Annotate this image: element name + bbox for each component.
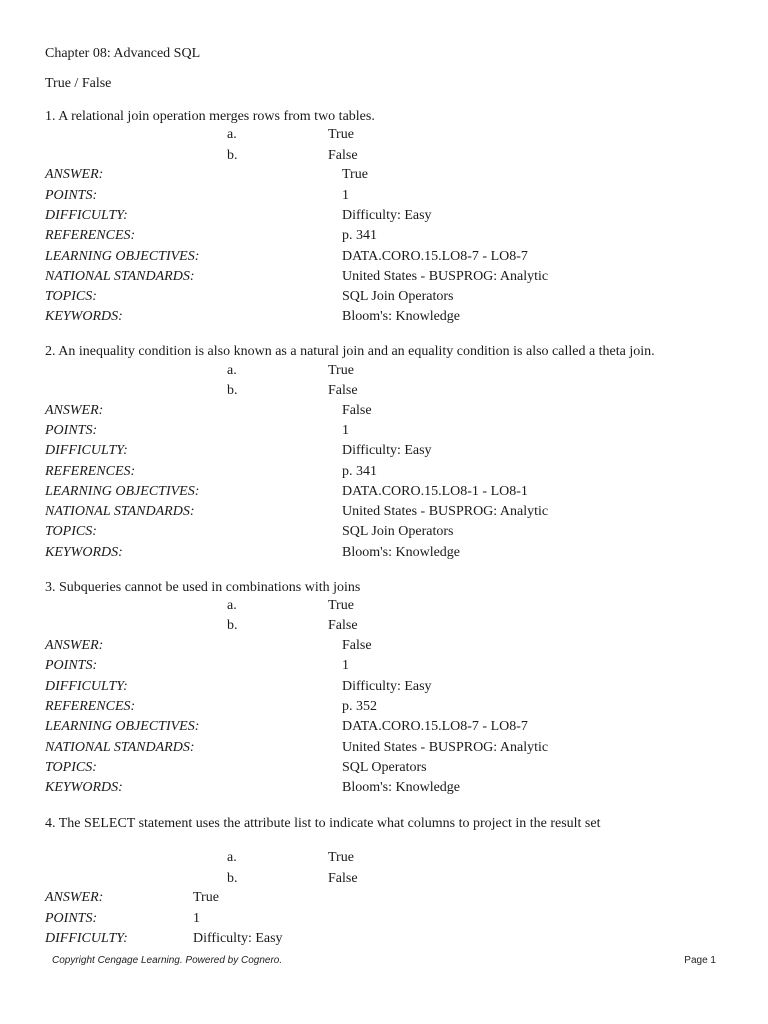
- points-label: POINTS:: [45, 658, 98, 673]
- question-text: 3. Subqueries cannot be used in combinations with joins: [45, 580, 361, 595]
- section-heading: True / False: [45, 76, 112, 91]
- option-value: False: [328, 618, 358, 633]
- answer-label: ANSWER:: [45, 638, 104, 653]
- national-standards-value: United States - BUSPROG: Analytic: [342, 504, 549, 519]
- references-label: REFERENCES:: [45, 228, 136, 243]
- difficulty-label: DIFFICULTY:: [45, 679, 128, 694]
- keywords-label: KEYWORDS:: [45, 309, 123, 324]
- references-label: REFERENCES:: [45, 699, 136, 714]
- difficulty-label: DIFFICULTY:: [45, 208, 128, 223]
- learning-objectives-label: LEARNING OBJECTIVES:: [45, 484, 200, 499]
- references-value: p. 341: [342, 464, 377, 479]
- points-label: POINTS:: [45, 423, 98, 438]
- points-label: POINTS:: [45, 188, 98, 203]
- learning-objectives-label: LEARNING OBJECTIVES:: [45, 249, 200, 264]
- option-letter: a.: [227, 598, 237, 613]
- difficulty-value: Difficulty: Easy: [342, 679, 432, 694]
- national-standards-label: NATIONAL STANDARDS:: [45, 740, 195, 755]
- topics-label: TOPICS:: [45, 760, 97, 775]
- option-value: True: [328, 598, 354, 613]
- topics-value: SQL Join Operators: [342, 524, 454, 539]
- difficulty-value: Difficulty: Easy: [342, 208, 432, 223]
- answer-value: False: [342, 638, 372, 653]
- national-standards-label: NATIONAL STANDARDS:: [45, 269, 195, 284]
- references-value: p. 341: [342, 228, 377, 243]
- answer-value: False: [342, 403, 372, 418]
- question-text: 1. A relational join operation merges rows from two tables.: [45, 109, 375, 124]
- topics-label: TOPICS:: [45, 289, 97, 304]
- option-value: True: [328, 850, 354, 865]
- difficulty-value: Difficulty: Easy: [193, 931, 283, 946]
- national-standards-value: United States - BUSPROG: Analytic: [342, 740, 549, 755]
- difficulty-value: Difficulty: Easy: [342, 443, 432, 458]
- question-text: 4. The SELECT statement uses the attribute list to indicate what columns to project in the result set: [45, 816, 601, 831]
- points-value: 1: [342, 188, 349, 203]
- topics-value: SQL Operators: [342, 760, 427, 775]
- answer-value: True: [193, 890, 219, 905]
- keywords-value: Bloom's: Knowledge: [342, 309, 461, 324]
- keywords-label: KEYWORDS:: [45, 780, 123, 795]
- answer-label: ANSWER:: [45, 403, 104, 418]
- copyright-footer: Copyright Cengage Learning. Powered by Cognero.: [52, 955, 283, 966]
- keywords-label: KEYWORDS:: [45, 545, 123, 560]
- difficulty-label: DIFFICULTY:: [45, 931, 128, 946]
- page-number: Page 1: [684, 955, 716, 966]
- option-letter: b.: [227, 871, 238, 886]
- option-value: False: [328, 148, 358, 163]
- option-letter: a.: [227, 127, 237, 142]
- references-value: p. 352: [342, 699, 377, 714]
- answer-value: True: [342, 167, 368, 182]
- question-text: 2. An inequality condition is also known as a natural join and an equality condition is also called a theta join.: [45, 344, 655, 359]
- option-letter: b.: [227, 383, 238, 398]
- answer-label: ANSWER:: [45, 890, 104, 905]
- learning-objectives-label: LEARNING OBJECTIVES:: [45, 719, 200, 734]
- keywords-value: Bloom's: Knowledge: [342, 545, 461, 560]
- option-letter: b.: [227, 618, 238, 633]
- learning-objectives-value: DATA.CORO.15.LO8-1 - LO8-1: [342, 484, 528, 499]
- option-letter: a.: [227, 363, 237, 378]
- points-label: POINTS:: [45, 911, 98, 926]
- learning-objectives-value: DATA.CORO.15.LO8-7 - LO8-7: [342, 249, 528, 264]
- topics-label: TOPICS:: [45, 524, 97, 539]
- points-value: 1: [193, 911, 200, 926]
- option-value: True: [328, 127, 354, 142]
- answer-label: ANSWER:: [45, 167, 104, 182]
- points-value: 1: [342, 658, 349, 673]
- references-label: REFERENCES:: [45, 464, 136, 479]
- national-standards-value: United States - BUSPROG: Analytic: [342, 269, 549, 284]
- learning-objectives-value: DATA.CORO.15.LO8-7 - LO8-7: [342, 719, 528, 734]
- option-value: False: [328, 383, 358, 398]
- option-letter: a.: [227, 850, 237, 865]
- keywords-value: Bloom's: Knowledge: [342, 780, 461, 795]
- option-value: True: [328, 363, 354, 378]
- national-standards-label: NATIONAL STANDARDS:: [45, 504, 195, 519]
- difficulty-label: DIFFICULTY:: [45, 443, 128, 458]
- points-value: 1: [342, 423, 349, 438]
- option-value: False: [328, 871, 358, 886]
- topics-value: SQL Join Operators: [342, 289, 454, 304]
- option-letter: b.: [227, 148, 238, 163]
- chapter-title: Chapter 08: Advanced SQL: [45, 46, 201, 61]
